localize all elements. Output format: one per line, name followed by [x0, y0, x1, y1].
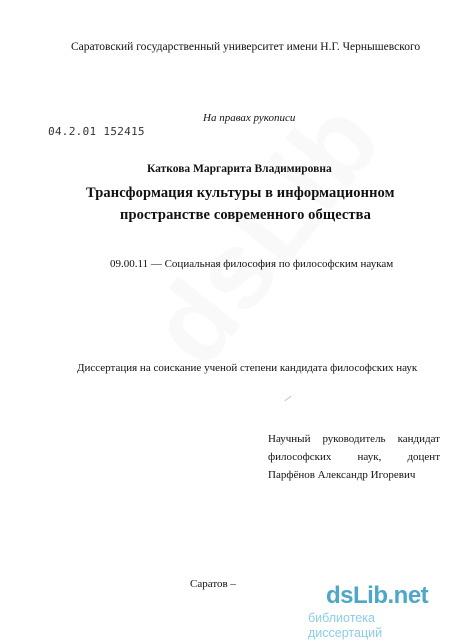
supervisor-line-2: [268, 448, 440, 466]
dslib-watermark-badge[interactable]: [300, 582, 448, 640]
title-line-2: пространстве современного общества: [120, 207, 371, 223]
title-line-1: Трансформация культуры в информационном: [86, 185, 395, 201]
supervisor-word: наук,: [357, 451, 382, 463]
manuscript-rights-note: На правах рукописи: [203, 112, 296, 124]
dslib-subtitle: библиотека диссертаций: [308, 611, 383, 640]
library-stamp-code: 04.2.01 152415: [47, 125, 146, 138]
supervisor-word: руководитель: [322, 433, 386, 445]
supervisor-block: [268, 430, 440, 484]
scan-mark: [284, 396, 291, 401]
dslib-logo-text: dsLib.net: [326, 582, 429, 609]
dissertation-type: Диссертация на соискание ученой степени кандидата философских наук: [77, 362, 418, 374]
supervisor-word: доцент: [407, 451, 440, 463]
city-year: Саратов –: [190, 578, 236, 590]
specialty-code: 09.00.11 — Социальная философия по философским наукам: [110, 258, 394, 270]
supervisor-word: кандидат: [397, 433, 440, 445]
supervisor-word: философских: [268, 451, 332, 463]
supervisor-name: Парфёнов Александр Игоревич: [268, 469, 416, 481]
supervisor-word: Научный: [268, 433, 311, 445]
supervisor-line-1: [268, 430, 440, 448]
university-name: Саратовский государственный университет имени Н.Г. Чернышевского: [71, 41, 421, 53]
background-watermark: [124, 79, 405, 388]
author-name: Каткова Маргарита Владимировна: [147, 163, 332, 175]
